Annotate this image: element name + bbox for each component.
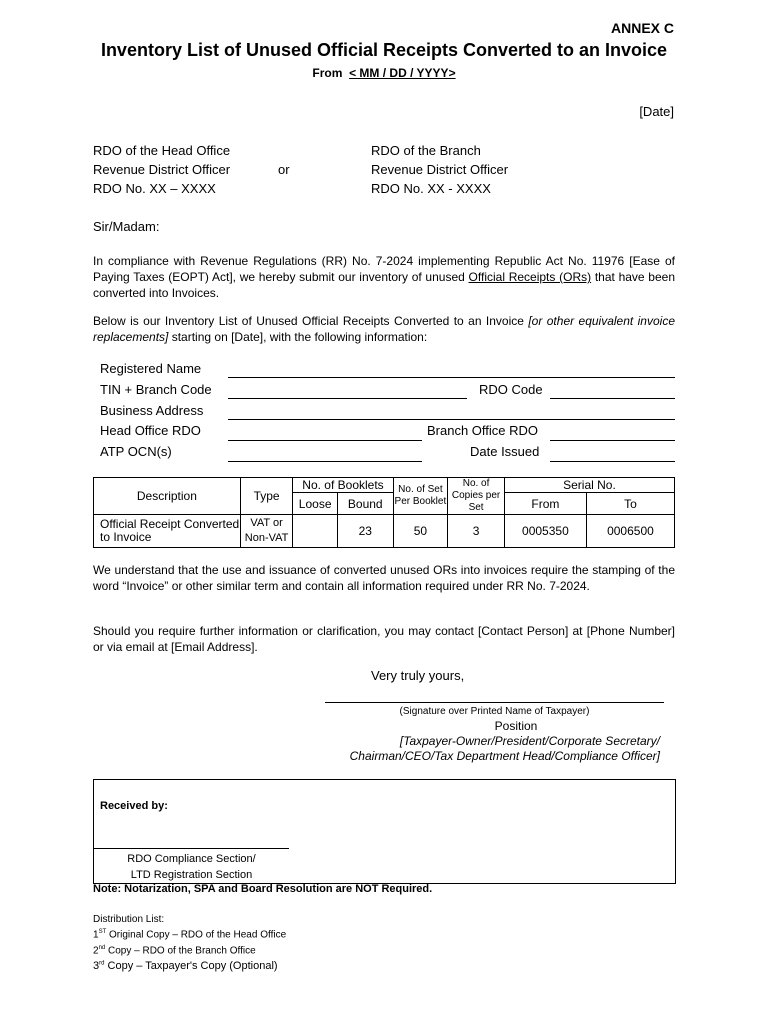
header-loose: Loose xyxy=(293,493,338,515)
address-line: RDO of the Head Office xyxy=(93,143,231,158)
contact-paragraph: Should you require further information or clarification, you may contact [Contact Person] at [Phone Number] or via email at [Email Address]. xyxy=(93,624,675,654)
date-issued-field[interactable] xyxy=(550,461,675,462)
table-row xyxy=(94,515,675,548)
from-date: < MM / DD / YYYY> xyxy=(349,66,456,80)
address-line: Revenue District Officer xyxy=(93,162,231,177)
header-bound: Bound xyxy=(337,493,393,515)
para1-underlined: Official Receipts (ORs) xyxy=(468,270,592,284)
para1-text: In compliance with Revenue Regulations (RR) No. 7-2024 implementing Republic Act No. 11976 [Ease of Paying Taxes (EOPT) Act], we hereby submit our inventory of unused xyxy=(93,254,675,284)
rdo-code-label: RDO Code xyxy=(479,382,543,397)
tin-label: TIN + Branch Code xyxy=(100,382,212,397)
head-office-rdo-label: Head Office RDO xyxy=(100,423,201,438)
distribution-title: Distribution List: xyxy=(93,914,165,925)
rdo-code-field[interactable] xyxy=(550,398,675,399)
cell-serial-to: 0006500 xyxy=(586,515,674,548)
distribution-item-number: 2 xyxy=(93,945,99,957)
distribution-item-suffix: nd xyxy=(98,945,106,951)
branch-office-rdo-field[interactable] xyxy=(550,440,675,441)
address-line: RDO of the Branch xyxy=(371,143,481,158)
atp-label: ATP OCN(s) xyxy=(100,444,172,459)
received-box xyxy=(93,779,676,884)
address-or: or xyxy=(278,162,290,177)
registered-name-field[interactable] xyxy=(228,377,675,378)
header-type: Type xyxy=(240,478,293,515)
header-from: From xyxy=(504,493,586,515)
addressee-head-office xyxy=(93,141,230,198)
distribution-item-suffix: ST xyxy=(98,929,107,935)
salutation: Sir/Madam: xyxy=(93,219,160,234)
compliance-paragraph xyxy=(93,253,675,301)
header-set-per-booklet: No. of Set Per Booklet xyxy=(393,478,448,515)
valediction: Very truly yours, xyxy=(371,668,465,683)
distribution-item-number: 1 xyxy=(93,929,99,941)
received-section-line: LTD Registration Section xyxy=(130,869,253,881)
cell-description: Official Receipt Converted to Invoice xyxy=(94,515,241,548)
from-label: From xyxy=(312,66,343,80)
distribution-item xyxy=(93,945,256,956)
address-line: RDO No. XX - XXXX xyxy=(371,181,491,196)
business-address-label: Business Address xyxy=(100,403,204,418)
header-to: To xyxy=(586,493,674,515)
para2-text-end: starting on [Date], with the following information: xyxy=(168,330,428,344)
branch-office-rdo-label: Branch Office RDO xyxy=(427,423,539,438)
roles-line-1: [Taxpayer-Owner/President/Corporate Secretary/ xyxy=(399,734,660,748)
para2-italic: [or other equivalent invoice replacements] xyxy=(93,314,675,344)
distribution-item-text: Copy – Taxpayer's Copy (Optional) xyxy=(104,960,278,972)
letter-date: [Date] xyxy=(639,104,674,119)
addressee-branch xyxy=(371,141,508,198)
para1-text-end: that have been converted into Invoices. xyxy=(93,270,675,300)
understanding-paragraph: We understand that the use and issuance of converted unused ORs into invoices require the stamping of the word “Invoice” or other similar term and contain all information required under RR No. 7-2024. xyxy=(93,563,675,593)
header-serial: Serial No. xyxy=(504,478,674,493)
annex-label: ANNEX C xyxy=(610,20,674,36)
cell-set-per-booklet: 50 xyxy=(393,515,448,548)
distribution-item-text: Original Copy – RDO of the Head Office xyxy=(106,929,287,941)
inventory-table xyxy=(93,477,675,548)
cell-copies-per-set: 3 xyxy=(448,515,505,548)
cell-serial-from: 0005350 xyxy=(504,515,586,548)
signature-caption: (Signature over Printed Name of Taxpayer) xyxy=(399,706,590,717)
business-address-field[interactable] xyxy=(228,419,675,420)
header-booklets: No. of Booklets xyxy=(293,478,393,493)
signature-line[interactable] xyxy=(325,702,664,703)
head-office-rdo-field[interactable] xyxy=(228,440,422,441)
tin-field[interactable] xyxy=(228,398,467,399)
distribution-item-number: 3 xyxy=(93,960,100,972)
received-signature-line[interactable] xyxy=(94,848,289,849)
address-line: RDO No. XX – XXXX xyxy=(93,181,216,196)
cell-loose xyxy=(293,515,338,548)
received-by-label: Received by: xyxy=(100,800,168,812)
atp-field[interactable] xyxy=(228,461,422,462)
inventory-paragraph xyxy=(93,313,675,345)
cell-type: VAT or Non-VAT xyxy=(240,515,293,548)
distribution-item-text: Copy – RDO of the Branch Office xyxy=(105,945,256,957)
distribution-item xyxy=(93,960,278,972)
cell-bound: 23 xyxy=(337,515,393,548)
received-section xyxy=(94,851,289,883)
header-copies-per-set: No. of Copies per Set xyxy=(448,478,505,515)
address-line: Revenue District Officer xyxy=(371,162,509,177)
document-title: Inventory List of Unused Official Receipts Converted to an Invoice xyxy=(100,40,668,60)
note: Note: Notarization, SPA and Board Resolution are NOT Required. xyxy=(93,883,433,895)
registered-name-label: Registered Name xyxy=(100,361,202,376)
distribution-item-suffix: rd xyxy=(99,960,105,967)
date-issued-label: Date Issued xyxy=(470,444,540,459)
header-description: Description xyxy=(94,478,241,515)
from-line xyxy=(0,66,768,80)
received-section-line: RDO Compliance Section/ xyxy=(127,853,256,865)
para2-text: Below is our Inventory List of Unused Official Receipts Converted to an Invoice xyxy=(93,314,529,328)
distribution-item xyxy=(93,929,286,940)
roles-line-2: Chairman/CEO/Tax Department Head/Compliance Officer] xyxy=(349,749,660,763)
position-label: Position xyxy=(494,719,538,733)
